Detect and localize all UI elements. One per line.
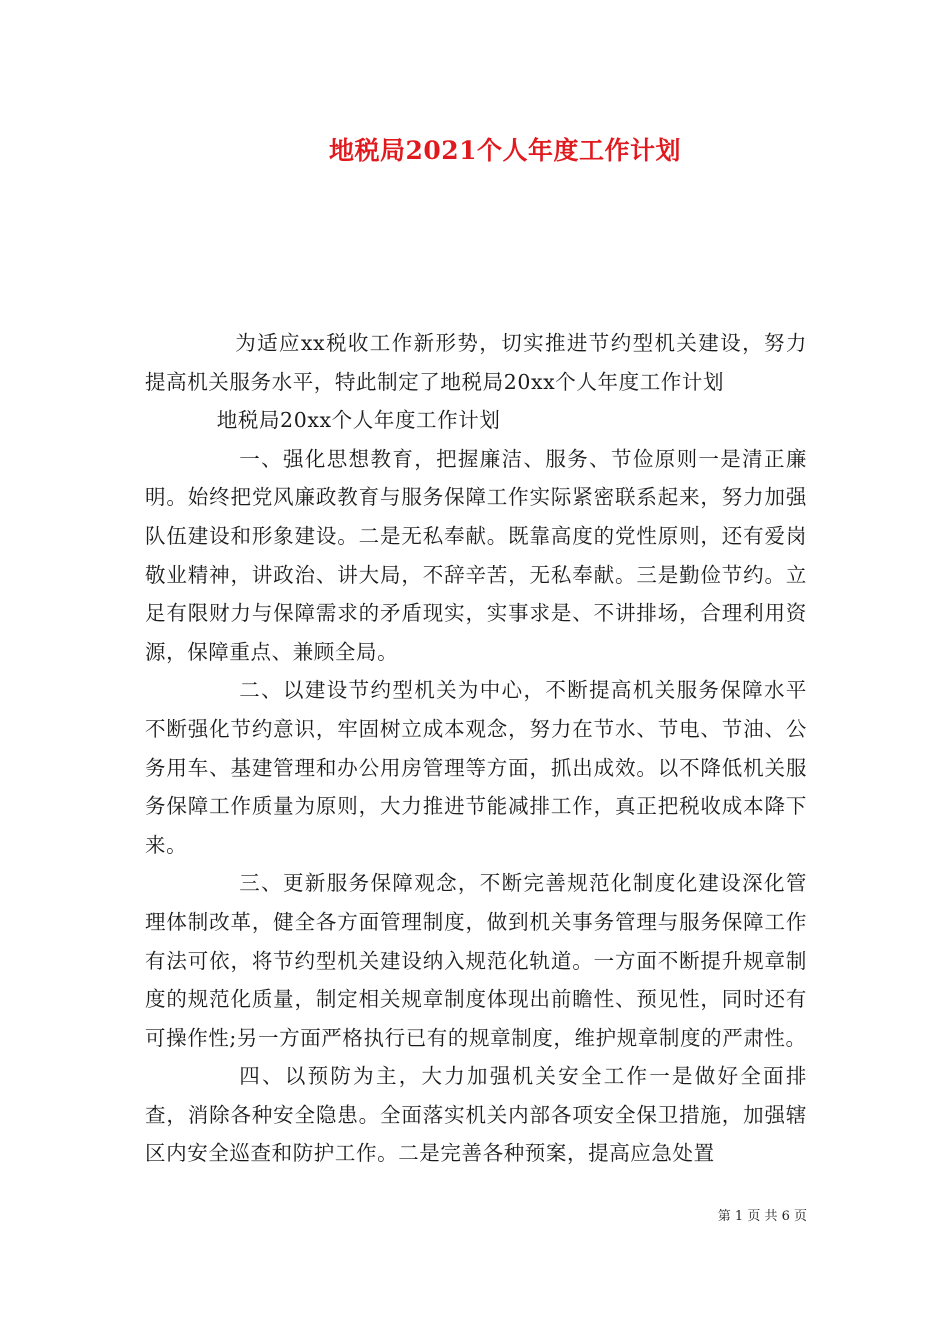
- section-4-paragraph: 四、以预防为主，大力加强机关安全工作一是做好全面排查，消除各种安全隐患。全面落实机关内部各项安全保卫措施，加强辖区内安全巡查和防护工作。二是完善各种预案，提高应急处置: [145, 1064, 807, 1166]
- page-number: 第 1 页 共 6 页: [717, 1209, 807, 1224]
- plan-subtitle: 地税局20xx个人年度工作计划: [216, 408, 501, 433]
- section-1-paragraph: 一、强化思想教育，把握廉洁、服务、节俭原则一是清正廉明。始终把党风廉政教育与服务保障工作实际紧密联系起来，努力加强队伍建设和形象建设。二是无私奉献。既靠高度的党性原则，还有爱岗敬业精神，讲政治、讲大局，不辞辛苦，无私奉献。三是勤俭节约。立足有限财力与保障需求的矛盾现实，实事求是、不讲排场，合理利用资源，保障重点、兼顾全局。: [145, 446, 807, 664]
- section-2-paragraph: 二、以建设节约型机关为中心，不断提高机关服务保障水平不断强化节约意识，牢固树立成本观念，努力在节水、节电、节油、公务用车、基建管理和办公用房管理等方面，抓出成效。以不降低机关服务保障工作质量为原则，大力推进节能减排工作，真正把税收成本降下来。: [145, 678, 807, 857]
- section-3-paragraph: 三、更新服务保障观念，不断完善规范化制度化建设深化管理体制改革，健全各方面管理制度，做到机关事务管理与服务保障工作有法可依，将节约型机关建设纳入规范化轨道。一方面不断提升规章制度的规范化质量，制定相关规章制度体现出前瞻性、预见性，同时还有可操作性;另一方面严格执行已有的规章制度，维护规章制度的严肃性。: [145, 871, 807, 1050]
- intro-paragraph: 为适应xx税收工作新形势，切实推进节约型机关建设，努力提高机关服务水平，特此制定了地税局20xx个人年度工作计划: [145, 331, 807, 394]
- document-body: [145, 324, 807, 1173]
- document-title: 地税局2021个人年度工作计划: [328, 136, 682, 165]
